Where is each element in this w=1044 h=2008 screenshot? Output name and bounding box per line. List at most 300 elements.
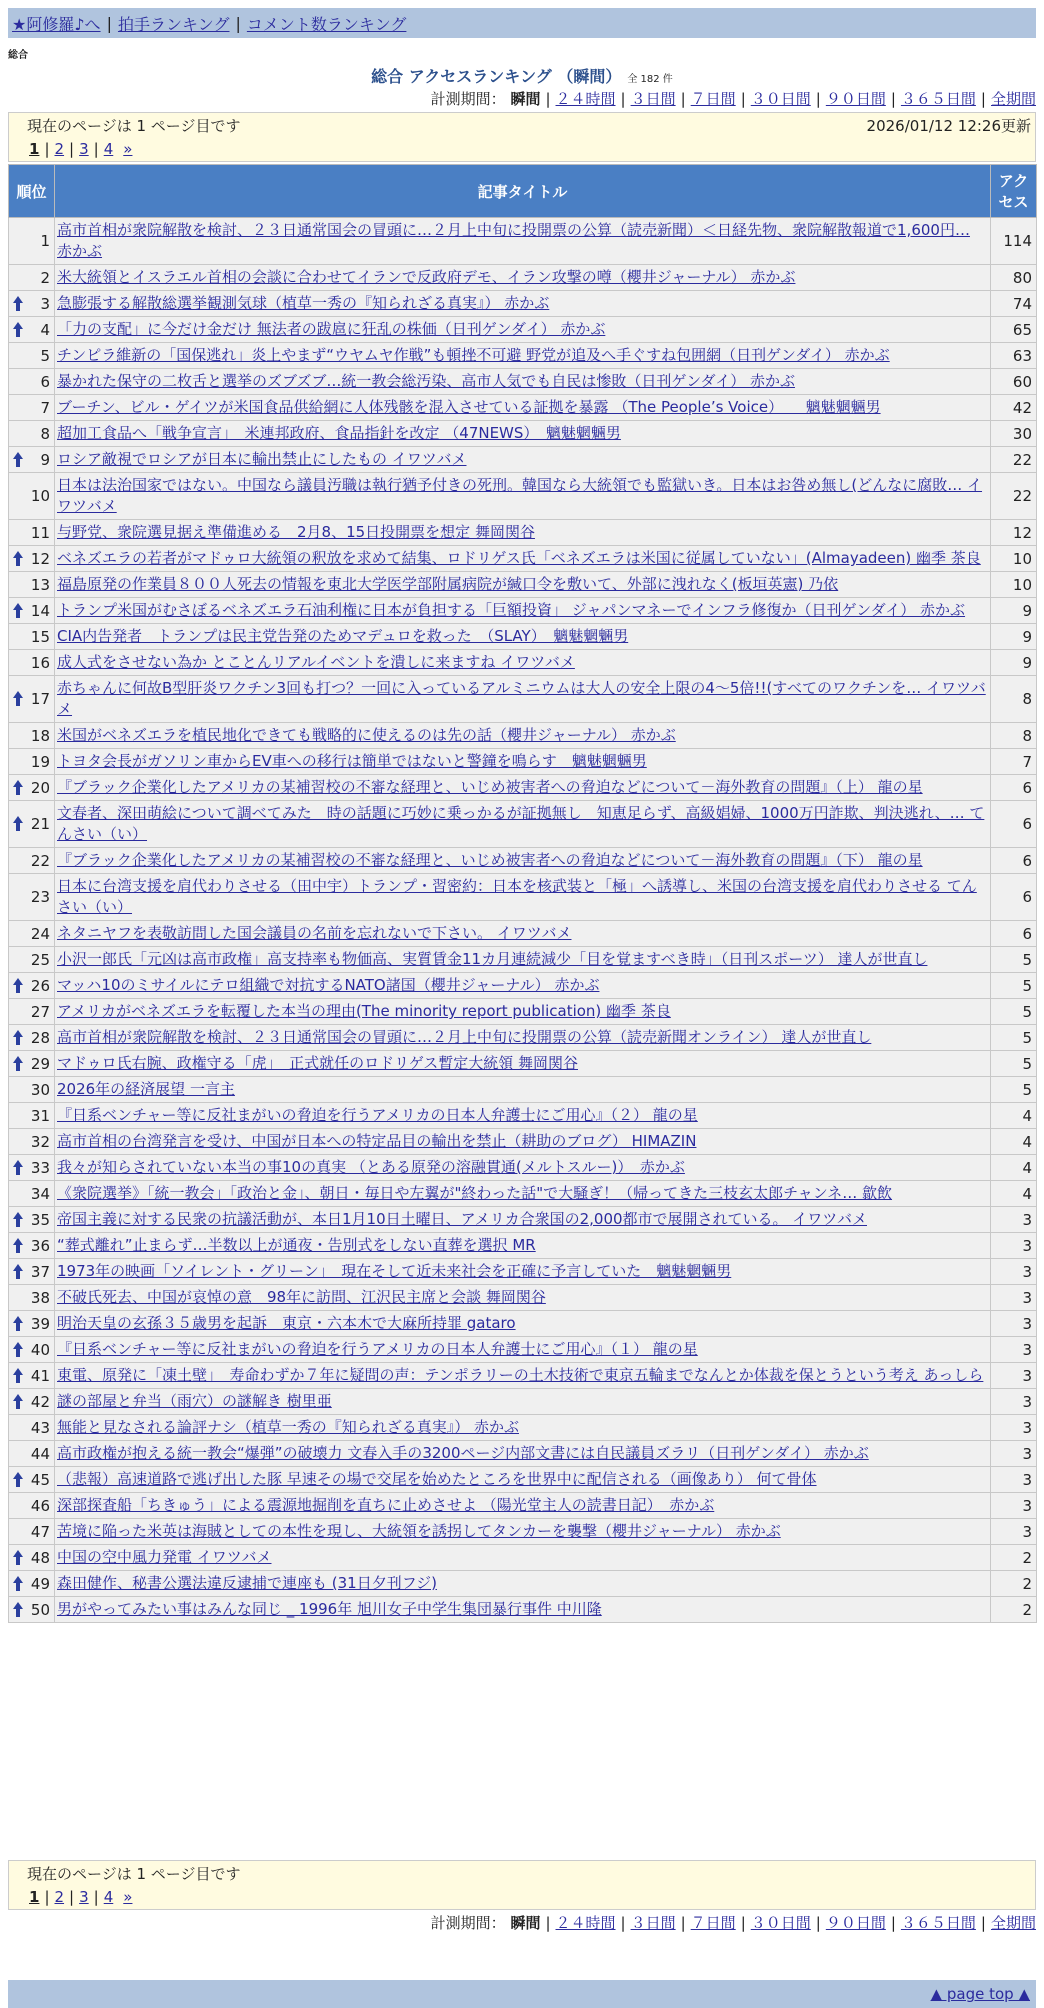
title-cell bbox=[55, 749, 991, 775]
article-title-link[interactable]: 男がやってみたい事はみんな同じ _ 1996年 旭川女子中学生集団暴行事件 中川隆 bbox=[57, 1600, 602, 1618]
pager-page-link[interactable]: 2 bbox=[54, 140, 65, 158]
pager-status: 現在のページは 1 ページ目です bbox=[27, 116, 241, 135]
rank-number: 11 bbox=[30, 523, 50, 542]
rank-number: 46 bbox=[30, 1496, 50, 1515]
access-count: 6 bbox=[991, 921, 1037, 947]
article-title-link[interactable]: マドゥロ氏右腕、政権守る「虎」 正式就任のロドリゲス暫定大統領 舞岡関谷 bbox=[57, 1054, 578, 1072]
access-count: 8 bbox=[991, 676, 1037, 723]
rank-cell bbox=[9, 1051, 55, 1077]
rank-number: 44 bbox=[30, 1444, 50, 1463]
access-count: 5 bbox=[991, 973, 1037, 999]
article-title-link[interactable]: 米大統領とイスラエル首相の会談に合わせてイランで反政府デモ、イラン攻撃の噂（櫻井ジャーナル） 赤かぶ bbox=[57, 268, 796, 286]
pager-page-link[interactable]: 2 bbox=[54, 1888, 65, 1906]
title-cell bbox=[55, 1597, 991, 1623]
rank-number: 40 bbox=[30, 1340, 50, 1359]
rank-number: 14 bbox=[30, 601, 50, 620]
rank-cell bbox=[9, 999, 55, 1025]
table-row bbox=[9, 598, 1037, 624]
table-row bbox=[9, 1051, 1037, 1077]
article-title-link[interactable]: （悲報）高速道路で逃げ出した豚 早速その場で交尾を始めたところを世界中に配信される（画像あり） 何て骨体 bbox=[57, 1470, 817, 1488]
page-title bbox=[0, 64, 1044, 87]
title-cell bbox=[55, 1181, 991, 1207]
rank-number: 50 bbox=[30, 1600, 50, 1619]
rank-cell bbox=[9, 1545, 55, 1571]
rank-number: 48 bbox=[30, 1548, 50, 1567]
article-title-link[interactable]: 1973年の映画「ソイレント・グリーン」 現在そして近未来社会を正確に予言していた 魑魅魍魎男 bbox=[57, 1262, 732, 1280]
article-title-link[interactable]: 与野党、衆院選見据え準備進める 2月8、15日投開票を想定 舞岡関谷 bbox=[57, 523, 535, 541]
article-title-link[interactable]: 成人式をさせない為か とことんリアルイベントを潰しに来ますね イワツバメ bbox=[57, 653, 575, 671]
item-count: 全 182 件 bbox=[627, 74, 673, 85]
pager-links: 1 | 2 | 3 | 4 » bbox=[29, 1888, 133, 1906]
article-title-link[interactable]: 《衆院選挙》「統一教会」「政治と金」、朝日・毎日や左翼が"終わった話"で大騒ぎ！（帰ってきた三枝玄太郎チャンネ… 歙飲 bbox=[57, 1184, 893, 1202]
rank-number: 2 bbox=[40, 268, 50, 287]
table-row bbox=[9, 317, 1037, 343]
access-count: 60 bbox=[991, 369, 1037, 395]
rank-cell bbox=[9, 343, 55, 369]
title-cell bbox=[55, 1129, 991, 1155]
article-title-link[interactable]: 深部探査船「ちきゅう」による震源地掘削を直ちに止めさせよ （陽光堂主人の読書日記） 赤かぶ bbox=[57, 1496, 715, 1514]
rank-cell bbox=[9, 421, 55, 447]
rank-cell bbox=[9, 598, 55, 624]
title-cell bbox=[55, 1571, 991, 1597]
period-selector-top: 計測期間： 瞬間 | ２４時間 | ３日間 | ７日間 | ３０日間 | ９０日間 | ３６５日間 | 全期間 bbox=[430, 90, 1036, 108]
title-cell bbox=[55, 447, 991, 473]
access-count: 3 bbox=[991, 1389, 1037, 1415]
table-row bbox=[9, 1545, 1037, 1571]
table-row bbox=[9, 1571, 1037, 1597]
article-title-link[interactable]: 高市首相が衆院解散を検討、２３日通常国会の冒頭に…２月上中旬に投開票の公算（読売新聞オンライン） 達人が世直し bbox=[57, 1028, 872, 1046]
access-count: 3 bbox=[991, 1259, 1037, 1285]
rank-number: 45 bbox=[30, 1470, 50, 1489]
rank-cell bbox=[9, 973, 55, 999]
article-title-link[interactable]: 米国がベネズエラを植民地化できても戦略的に使えるのは先の話（櫻井ジャーナル） 赤かぶ bbox=[57, 726, 676, 744]
rank-cell bbox=[9, 1155, 55, 1181]
rank-cell bbox=[9, 447, 55, 473]
rank-cell bbox=[9, 369, 55, 395]
pager-next-link[interactable]: » bbox=[123, 140, 133, 158]
rank-up-arrow-icon bbox=[13, 452, 23, 459]
title-cell bbox=[55, 921, 991, 947]
rank-number: 34 bbox=[30, 1184, 50, 1203]
article-title-link[interactable]: マッハ10のミサイルにテロ組織で対抗するNATO諸国（櫻井ジャーナル） 赤かぶ bbox=[57, 976, 600, 994]
pager-page-link[interactable]: 4 bbox=[103, 140, 114, 158]
rank-cell bbox=[9, 1207, 55, 1233]
title-cell bbox=[55, 1285, 991, 1311]
article-title-link[interactable]: 中国の空中風力発電 イワツバメ bbox=[57, 1548, 272, 1566]
article-title-link[interactable]: 高市政権が抱える統一教会“爆弾”の破壊力 文春入手の3200ページ内部文書には自民議員ズラリ（日刊ゲンダイ） 赤かぶ bbox=[57, 1444, 869, 1462]
rank-cell bbox=[9, 676, 55, 723]
title-cell bbox=[55, 1337, 991, 1363]
rank-cell bbox=[9, 1025, 55, 1051]
access-count: 6 bbox=[991, 801, 1037, 848]
article-title-link[interactable]: 「力の支配」に今だけ金だけ 無法者の跋扈に狂乱の株価（日刊ゲンダイ） 赤かぶ bbox=[57, 320, 606, 338]
period-link[interactable]: ９０日間 bbox=[825, 1914, 886, 1932]
title-cell bbox=[55, 1545, 991, 1571]
rank-cell bbox=[9, 1129, 55, 1155]
title-cell bbox=[55, 598, 991, 624]
table-row bbox=[9, 874, 1037, 921]
table-row bbox=[9, 395, 1037, 421]
title-cell bbox=[55, 218, 991, 265]
rank-cell bbox=[9, 1389, 55, 1415]
period-link[interactable]: ２４時間 bbox=[555, 1914, 616, 1932]
footer-bar bbox=[8, 1980, 1036, 2008]
article-title-link[interactable]: 高市首相の台湾発言を受け、中国が日本への特定品目の輸出を禁止（耕助のブログ） HIMAZIN bbox=[57, 1132, 697, 1150]
title-cell bbox=[55, 317, 991, 343]
access-count: 3 bbox=[991, 1285, 1037, 1311]
rank-cell bbox=[9, 1467, 55, 1493]
nav-clap-ranking-link[interactable]: 拍手ランキング bbox=[117, 14, 230, 34]
table-row bbox=[9, 947, 1037, 973]
rank-number: 16 bbox=[30, 653, 50, 672]
table-row bbox=[9, 1597, 1037, 1623]
access-count: 6 bbox=[991, 848, 1037, 874]
pager-links: 1 | 2 | 3 | 4 » bbox=[29, 140, 133, 158]
table-row bbox=[9, 1493, 1037, 1519]
access-count: 65 bbox=[991, 317, 1037, 343]
table-row bbox=[9, 1363, 1037, 1389]
period-link[interactable]: 全期間 bbox=[990, 1914, 1036, 1932]
article-title-link[interactable]: ブーチン、ビル・ゲイツが米国食品供給網に人体残骸を混入させている証拠を暴露 （The People’s Voice） 魑魅魍魎男 bbox=[57, 398, 881, 416]
page-top-link[interactable]: ▲ page top ▲ bbox=[930, 1985, 1030, 2003]
rank-number: 8 bbox=[40, 424, 50, 443]
access-count: 5 bbox=[991, 999, 1037, 1025]
rank-cell bbox=[9, 775, 55, 801]
access-count: 2 bbox=[991, 1571, 1037, 1597]
title-cell bbox=[55, 874, 991, 921]
table-row bbox=[9, 1103, 1037, 1129]
article-title-link[interactable]: CIA内告発者 トランプは民主党告発のためマデュロを救った （SLAY） 魑魅魍魎男 bbox=[57, 627, 629, 645]
rank-number: 32 bbox=[30, 1132, 50, 1151]
access-count: 3 bbox=[991, 1363, 1037, 1389]
title-cell bbox=[55, 473, 991, 520]
table-row bbox=[9, 1077, 1037, 1103]
access-count: 5 bbox=[991, 1077, 1037, 1103]
rank-up-arrow-icon bbox=[13, 1160, 23, 1167]
table-row bbox=[9, 291, 1037, 317]
rank-up-arrow-icon bbox=[13, 1212, 23, 1219]
rank-up-arrow-icon bbox=[13, 1264, 23, 1271]
period-link[interactable]: ３０日間 bbox=[750, 90, 811, 108]
nav-home-link[interactable]: ★阿修羅♪へ bbox=[12, 14, 101, 34]
rank-number: 37 bbox=[30, 1262, 50, 1281]
rank-cell bbox=[9, 1077, 55, 1103]
rank-cell bbox=[9, 1441, 55, 1467]
title-cell bbox=[55, 520, 991, 546]
rank-number: 43 bbox=[30, 1418, 50, 1437]
article-title-link[interactable]: 帝国主義に対する民衆の抗議活動が、本日1月10日土曜日、アメリカ合衆国の2,000都市で展開されている。 イワツバメ bbox=[57, 1210, 867, 1228]
title-cell bbox=[55, 1259, 991, 1285]
title-cell bbox=[55, 369, 991, 395]
title-cell bbox=[55, 1155, 991, 1181]
header-title: 記事タイトル bbox=[55, 165, 991, 218]
title-cell bbox=[55, 801, 991, 848]
access-count: 3 bbox=[991, 1519, 1037, 1545]
table-row bbox=[9, 801, 1037, 848]
rank-cell bbox=[9, 848, 55, 874]
access-count: 22 bbox=[991, 473, 1037, 520]
article-title-link[interactable]: ベネズエラの若者がマドゥロ大統領の釈放を求めて結集、ロドリゲス氏「ベネズエラは米国に従属していない」(Almayadeen) 幽季 茶良 bbox=[57, 549, 981, 567]
title-cell bbox=[55, 1467, 991, 1493]
rank-number: 28 bbox=[30, 1028, 50, 1047]
period-link[interactable]: ３６５日間 bbox=[900, 90, 976, 108]
article-title-link[interactable]: 『ブラック企業化したアメリカの某補習校の不審な経理と、いじめ被害者への脅迫などについて－海外教育の問題』（下） 龍の星 bbox=[57, 851, 923, 869]
article-title-link[interactable]: 『日系ベンチャー等に反社まがいの脅迫を行うアメリカの日本人弁護士にご用心』（２） 龍の星 bbox=[57, 1106, 698, 1124]
article-title-link[interactable]: 謎の部屋と弁当（雨穴）の謎解き 樹里亜 bbox=[57, 1392, 332, 1410]
access-count: 12 bbox=[991, 520, 1037, 546]
rank-number: 20 bbox=[30, 778, 50, 797]
article-title-link[interactable]: 我々が知らされていない本当の事10の真実 （とある原発の溶融貫通(メルトスルー)） 赤かぶ bbox=[57, 1158, 685, 1176]
pager-current-page: 1 bbox=[29, 140, 40, 158]
table-row bbox=[9, 1441, 1037, 1467]
period-link[interactable]: 全期間 bbox=[990, 90, 1036, 108]
table-row bbox=[9, 848, 1037, 874]
rank-cell bbox=[9, 520, 55, 546]
rank-cell bbox=[9, 1597, 55, 1623]
access-count: 3 bbox=[991, 1415, 1037, 1441]
rank-number: 4 bbox=[40, 320, 50, 339]
title-cell bbox=[55, 265, 991, 291]
rank-cell bbox=[9, 218, 55, 265]
access-count: 4 bbox=[991, 1155, 1037, 1181]
title-cell bbox=[55, 848, 991, 874]
rank-up-arrow-icon bbox=[13, 296, 23, 303]
rank-number: 25 bbox=[30, 950, 50, 969]
article-title-link[interactable]: 『ブラック企業化したアメリカの某補習校の不審な経理と、いじめ被害者への脅迫などについて－海外教育の問題』（上） 龍の星 bbox=[57, 778, 923, 796]
title-cell bbox=[55, 395, 991, 421]
access-count: 6 bbox=[991, 775, 1037, 801]
title-cell bbox=[55, 421, 991, 447]
header-access: アクセス bbox=[991, 165, 1037, 218]
rank-cell bbox=[9, 947, 55, 973]
title-cell bbox=[55, 1207, 991, 1233]
pager-page-link[interactable]: 4 bbox=[103, 1888, 114, 1906]
title-cell bbox=[55, 1077, 991, 1103]
rank-number: 42 bbox=[30, 1392, 50, 1411]
article-title-link[interactable]: 苦境に陥った米英は海賊としての本性を現し、大統領を誘拐してタンカーを襲撃（櫻井ジャーナル） 赤かぶ bbox=[57, 1522, 781, 1540]
title-cell bbox=[55, 572, 991, 598]
period-link[interactable]: ３０日間 bbox=[750, 1914, 811, 1932]
access-count: 10 bbox=[991, 572, 1037, 598]
rank-cell bbox=[9, 1337, 55, 1363]
article-title-link[interactable]: 超加工食品へ「戦争宣言」 米連邦政府、食品指針を改定 （47NEWS） 魑魅魍魎男 bbox=[57, 424, 621, 442]
table-row bbox=[9, 473, 1037, 520]
access-count: 114 bbox=[991, 218, 1037, 265]
period-current: 瞬間 bbox=[510, 1914, 541, 1932]
article-title-link[interactable]: 日本は法治国家ではない。中国なら議員汚職は執行猶予付きの死刑。韓国なら大統領でも監獄いき。日本はお咎め無し(どんなに腐敗… イワツバメ bbox=[57, 476, 983, 515]
rank-number: 6 bbox=[40, 372, 50, 391]
period-link[interactable]: ３６５日間 bbox=[900, 1914, 976, 1932]
rank-up-arrow-icon bbox=[13, 1394, 23, 1401]
access-count: 9 bbox=[991, 624, 1037, 650]
title-cell bbox=[55, 1493, 991, 1519]
article-title-link[interactable]: 無能と見なされる論評ナシ（植草一秀の『知られざる真実』） 赤かぶ bbox=[57, 1418, 519, 1436]
rank-number: 22 bbox=[30, 851, 50, 870]
title-cell bbox=[55, 1389, 991, 1415]
access-count: 3 bbox=[991, 1337, 1037, 1363]
title-cell bbox=[55, 723, 991, 749]
article-title-link[interactable]: トランプ米国がむさぼるベネズエラ石油利権に日本が負担する「巨額投資」 ジャパンマネーでインフラ修復か（日刊ゲンダイ） 赤かぶ bbox=[57, 601, 966, 619]
access-count: 4 bbox=[991, 1129, 1037, 1155]
rank-number: 10 bbox=[30, 487, 50, 505]
rank-up-arrow-icon bbox=[13, 816, 23, 823]
article-title-link[interactable]: アメリカがベネズエラを転覆した本当の理由(The minority report publication) 幽季 茶良 bbox=[57, 1002, 671, 1020]
table-row bbox=[9, 676, 1037, 723]
rank-cell bbox=[9, 1493, 55, 1519]
article-title-link[interactable]: 暴かれた保守の二枚舌と選挙のズブズブ…統一教会総汚染、高市人気でも自民は惨敗（日刊ゲンダイ） 赤かぶ bbox=[57, 372, 795, 390]
title-cell bbox=[55, 1311, 991, 1337]
rank-cell bbox=[9, 473, 55, 520]
period-current: 瞬間 bbox=[510, 90, 541, 108]
title-cell bbox=[55, 1519, 991, 1545]
rank-up-arrow-icon bbox=[13, 603, 23, 610]
article-title-link[interactable]: 森田健作、秘書公選法違反逮捕で連座も (31日夕刊フジ) bbox=[57, 1574, 437, 1592]
pager-current-page: 1 bbox=[29, 1888, 40, 1906]
rank-cell bbox=[9, 572, 55, 598]
article-title-link[interactable]: チンピラ維新の「国保逃れ」炎上やまず“ウヤムヤ作戦”も頓挫不可避 野党が追及へ手ぐすね包囲網（日刊ゲンダイ） 赤かぶ bbox=[57, 346, 890, 364]
title-cell bbox=[55, 1441, 991, 1467]
period-link[interactable]: ３日間 bbox=[630, 1914, 676, 1932]
article-title-link[interactable]: “葬式離れ”止まらず…半数以上が通夜・告別式をしない直葬を選択 MR bbox=[57, 1236, 536, 1254]
rank-cell bbox=[9, 291, 55, 317]
pager-page-link[interactable]: 3 bbox=[79, 140, 89, 158]
article-title-link[interactable]: 日本に台湾支援を肩代わりさせる（田中宇）トランプ・習密約：日本を核武装と「極」へ誘導し、米国の台湾支援を肩代わりさせる てんさい（い） bbox=[57, 877, 977, 916]
article-title-link[interactable]: 明治天皇の玄孫３５歳男を起訴 東京・六本木で大麻所持罪 gataro bbox=[57, 1314, 516, 1332]
pager-next-link[interactable]: » bbox=[123, 1888, 133, 1906]
rank-cell bbox=[9, 1363, 55, 1389]
rank-up-arrow-icon bbox=[13, 1602, 23, 1609]
rank-cell bbox=[9, 1233, 55, 1259]
rank-up-arrow-icon bbox=[13, 1368, 23, 1375]
title-cell bbox=[55, 650, 991, 676]
rank-cell bbox=[9, 1519, 55, 1545]
title-cell bbox=[55, 1233, 991, 1259]
rank-number: 31 bbox=[30, 1106, 50, 1125]
rank-cell bbox=[9, 546, 55, 572]
access-count: 3 bbox=[991, 1441, 1037, 1467]
title-cell bbox=[55, 1363, 991, 1389]
rank-cell bbox=[9, 1311, 55, 1337]
rank-cell bbox=[9, 265, 55, 291]
rank-up-arrow-icon bbox=[13, 1056, 23, 1063]
access-count: 3 bbox=[991, 1233, 1037, 1259]
rank-number: 7 bbox=[40, 398, 50, 417]
article-title-link[interactable]: 高市首相が衆院解散を検討、２３日通常国会の冒頭に…２月上中旬に投開票の公算（読売新聞）＜日経先物、衆院解散報道で1,600円… 赤かぶ bbox=[57, 221, 970, 260]
access-count: 6 bbox=[991, 874, 1037, 921]
rank-up-arrow-icon bbox=[13, 1576, 23, 1583]
rank-number: 23 bbox=[30, 888, 50, 906]
title-cell bbox=[55, 1051, 991, 1077]
rank-cell bbox=[9, 1571, 55, 1597]
title-cell bbox=[55, 999, 991, 1025]
nav-comment-ranking-link[interactable]: コメント数ランキング bbox=[246, 14, 407, 34]
rank-up-arrow-icon bbox=[13, 978, 23, 985]
rank-up-arrow-icon bbox=[13, 551, 23, 558]
rank-number: 27 bbox=[30, 1002, 50, 1021]
access-count: 5 bbox=[991, 947, 1037, 973]
rank-number: 18 bbox=[30, 726, 50, 745]
title-cell bbox=[55, 1025, 991, 1051]
article-title-link[interactable]: 文春者、深田萌絵について調べてみた 時の話題に巧妙に乗っかるが証拠無し 知恵足らず、高級娼婦、1000万円詐欺、判決逃れ、… てんさい（い） bbox=[57, 804, 985, 843]
table-row bbox=[9, 265, 1037, 291]
table-row bbox=[9, 218, 1037, 265]
rank-number: 39 bbox=[30, 1314, 50, 1333]
table-row bbox=[9, 1181, 1037, 1207]
article-title-link[interactable]: 小沢一郎氏「元凶は高市政権」高支持率も物価高、実質賃金11カ月連続減少「目を覚ますべき時」（日刊スポーツ） 達人が世直し bbox=[57, 950, 928, 968]
rank-number: 24 bbox=[30, 924, 50, 943]
period-link[interactable]: ２４時間 bbox=[555, 90, 616, 108]
period-link[interactable]: ７日間 bbox=[690, 90, 736, 108]
table-row bbox=[9, 650, 1037, 676]
article-title-link[interactable]: 急膨張する解散総選挙観測気球（植草一秀の『知られざる真実』） 赤かぶ bbox=[57, 294, 550, 312]
article-title-link[interactable]: ロシア敵視でロシアが日本に輸出禁止にしたもの イワツバメ bbox=[57, 450, 467, 468]
table-row bbox=[9, 1389, 1037, 1415]
period-link[interactable]: ３日間 bbox=[630, 90, 676, 108]
pager-bottom bbox=[8, 1860, 1036, 1910]
table-row bbox=[9, 973, 1037, 999]
article-title-link[interactable]: 福島原発の作業員８００人死去の情報を東北大学医学部附属病院が緘口令を敷いて、外部に洩れなく(板垣英憲) 乃依 bbox=[57, 575, 839, 593]
rank-up-arrow-icon bbox=[13, 1316, 23, 1323]
table-row bbox=[9, 749, 1037, 775]
title-cell bbox=[55, 546, 991, 572]
access-count: 74 bbox=[991, 291, 1037, 317]
article-title-link[interactable]: 東電、原発に「凍土壁」 寿命わずか７年に疑問の声：テンポラリーの土木技術で東京五輪までなんとか体裁を保とうという考え あっしら bbox=[57, 1366, 984, 1384]
access-count: 5 bbox=[991, 1051, 1037, 1077]
rank-number: 49 bbox=[30, 1574, 50, 1593]
table-row bbox=[9, 1233, 1037, 1259]
table-row bbox=[9, 572, 1037, 598]
table-row bbox=[9, 1259, 1037, 1285]
access-count: 10 bbox=[991, 546, 1037, 572]
header-rank: 順位 bbox=[9, 165, 55, 218]
period-label: 計測期間： bbox=[430, 90, 511, 108]
rank-number: 19 bbox=[30, 752, 50, 771]
rank-number: 30 bbox=[30, 1080, 50, 1099]
rank-up-arrow-icon bbox=[13, 780, 23, 787]
rank-cell bbox=[9, 624, 55, 650]
article-title-link[interactable]: ネタニヤフを表敬訪問した国会議員の名前を忘れないで下さい。 イワツバメ bbox=[57, 924, 572, 942]
table-row bbox=[9, 723, 1037, 749]
table-row bbox=[9, 921, 1037, 947]
rank-number: 26 bbox=[30, 976, 50, 995]
rank-cell bbox=[9, 650, 55, 676]
rank-number: 9 bbox=[40, 450, 50, 469]
table-row bbox=[9, 624, 1037, 650]
access-count: 42 bbox=[991, 395, 1037, 421]
table-row bbox=[9, 1155, 1037, 1181]
table-row bbox=[9, 1337, 1037, 1363]
period-link[interactable]: ７日間 bbox=[690, 1914, 736, 1932]
rank-cell bbox=[9, 1181, 55, 1207]
article-title-link[interactable]: 不破氏死去、中国が哀悼の意 98年に訪問、江沢民主席と会談 舞岡関谷 bbox=[57, 1288, 546, 1306]
article-title-link[interactable]: 2026年の経済展望 一言主 bbox=[57, 1080, 235, 1098]
table-row bbox=[9, 1311, 1037, 1337]
rank-cell bbox=[9, 1103, 55, 1129]
pager-page-link[interactable]: 3 bbox=[79, 1888, 89, 1906]
article-title-link[interactable]: 『日系ベンチャー等に反社まがいの脅迫を行うアメリカの日本人弁護士にご用心』（１） 龍の星 bbox=[57, 1340, 698, 1358]
article-title-link[interactable]: トヨタ会長がガソリン車からEV車への移行は簡単ではないと警鐘を鳴らす 魑魅魍魎男 bbox=[57, 752, 647, 770]
title-cell bbox=[55, 1103, 991, 1129]
table-row bbox=[9, 999, 1037, 1025]
rank-up-arrow-icon bbox=[13, 1472, 23, 1479]
table-row bbox=[9, 520, 1037, 546]
period-link[interactable]: ９０日間 bbox=[825, 90, 886, 108]
rank-number: 38 bbox=[30, 1288, 50, 1307]
title-cell bbox=[55, 343, 991, 369]
rank-number: 3 bbox=[40, 294, 50, 313]
article-title-link[interactable]: 赤ちゃんに何故B型肝炎ワクチン3回も打つ？一回に入っているアルミニウムは大人の安全上限の4〜5倍!!(すべてのワクチンを… イワツバメ bbox=[57, 679, 986, 718]
rank-up-arrow-icon bbox=[13, 691, 23, 698]
